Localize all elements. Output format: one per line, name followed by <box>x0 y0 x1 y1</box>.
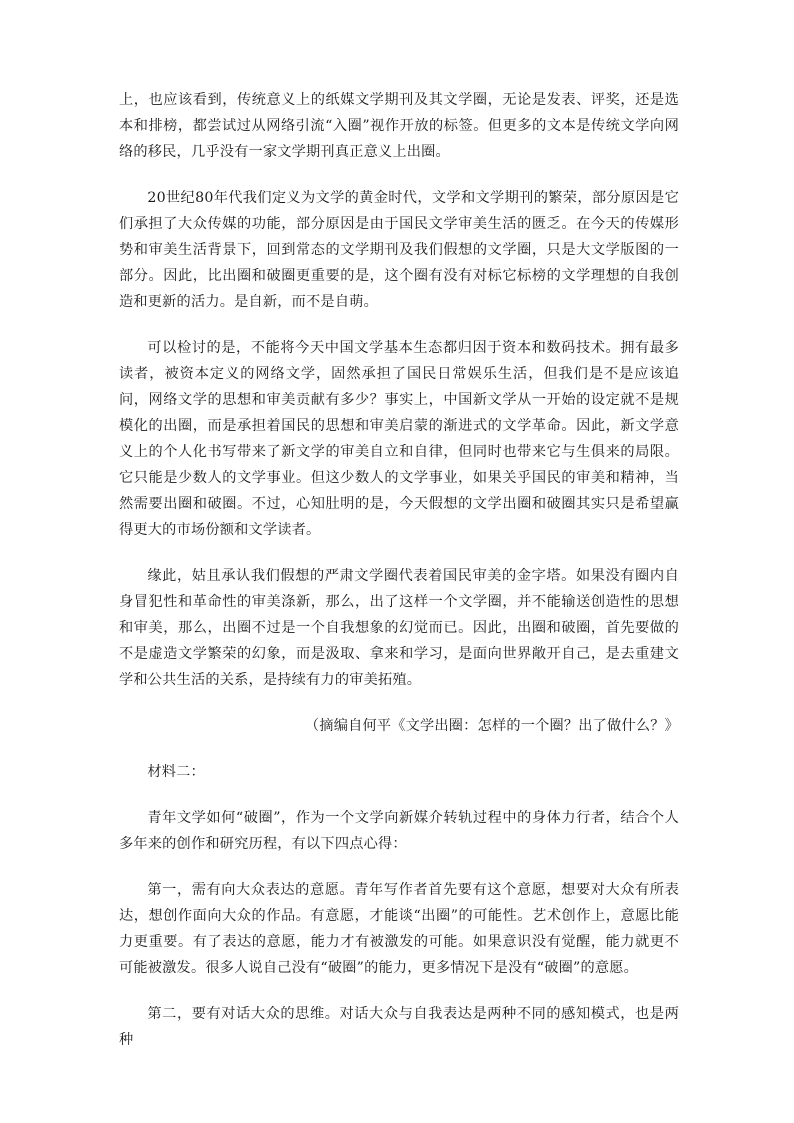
paragraph-7: 第二，要有对话大众的思维。对话大众与自我表达是两种不同的感知模式，也是两种 <box>119 1006 679 1048</box>
material-heading: 材料二： <box>147 764 205 780</box>
paragraph-3: 可以检讨的是，不能将今天中国文学基本生态都归因于资本和数码技术。拥有最多读者，被资本定义的网络文学，固然承担了国民日常娱乐生活，但我们是不是应该追问，网络文学的思想和审美贡献有多少？事实上，中国新文学从一开始的设定就不是规模化的出圈，而是承担着国民的思想和审美启蒙的渐进式的文学革命。因此，新文学意义上的个人化书写带来了新文学的审美自立和自律，但同时也带来它与生俱来的局限。它只能是少数人的文学事业。但这少数人的文学事业，如果关乎国民的审美和精神，当然需要出圈和破圈。不过，心知肚明的是，今天假想的文学出圈和破圈其实只是希望赢得更大的市场份额和文学读者。 <box>119 340 679 538</box>
paragraph-2: 20世纪80年代我们定义为文学的黄金时代，文学和文学期刊的繁荣，部分原因是它们承担了大众传媒的功能，部分原因是由于国民文学审美生活的匮乏。在今天的传媒形势和审美生活背景下，回到常态的文学期刊及我们假想的文学圈，只是大文学版图的一部分。因此，比出圈和破圈更重要的是，这个圈有没有对标它标榜的文学理想的自我创造和更新的活力。是自新，而不是自萌。 <box>119 190 679 310</box>
paragraph-1: 上，也应该看到，传统意义上的纸媒文学期刊及其文学圈，无论是发表、评奖，还是选本和排榜，都尝试过从网络引流“入圈”视作开放的标签。但更多的文本是传统文学向网络的移民，几乎没有一家文学期刊真正意义上出圈。 <box>119 92 679 160</box>
paragraph-5: 青年文学如何“破圈”，作为一个文学向新媒介转轨过程中的身体力行者，结合个人多年来的创作和研究历程，有以下四点心得： <box>119 810 679 852</box>
source-citation: （摘编自何平《文学出圈：怎样的一个圈？出了做什么？》 <box>304 718 679 734</box>
paragraph-4: 缘此，姑且承认我们假想的严肃文学圈代表着国民审美的金字塔。如果没有圈内自身冒犯性和革命性的审美涤新，那么，出了这样一个文学圈，并不能输送创造性的思想和审美，那么，出圈不过是一个自我想象的幻觉而已。因此，出圈和破圈，首先要做的不是虚造文学繁荣的幻象，而是汲取、拿来和学习，是面向世界敞开自己，是去重建文学和公共生活的关系，是持续有力的审美拓殖。 <box>119 568 679 688</box>
paragraph-6: 第一，需有向大众表达的意愿。青年写作者首先要有这个意愿，想要对大众有所表达，想创作面向大众的作品。有意愿，才能谈“出圈”的可能性。艺术创作上，意愿比能力更重要。有了表达的意愿，能力才有被激发的可能。如果意识没有觉醒，能力就更不可能被激发。很多人说自己没有“破圈”的能力，更多情况下是没有“破圈”的意愿。 <box>119 882 679 976</box>
document-body <box>119 87 679 1073</box>
